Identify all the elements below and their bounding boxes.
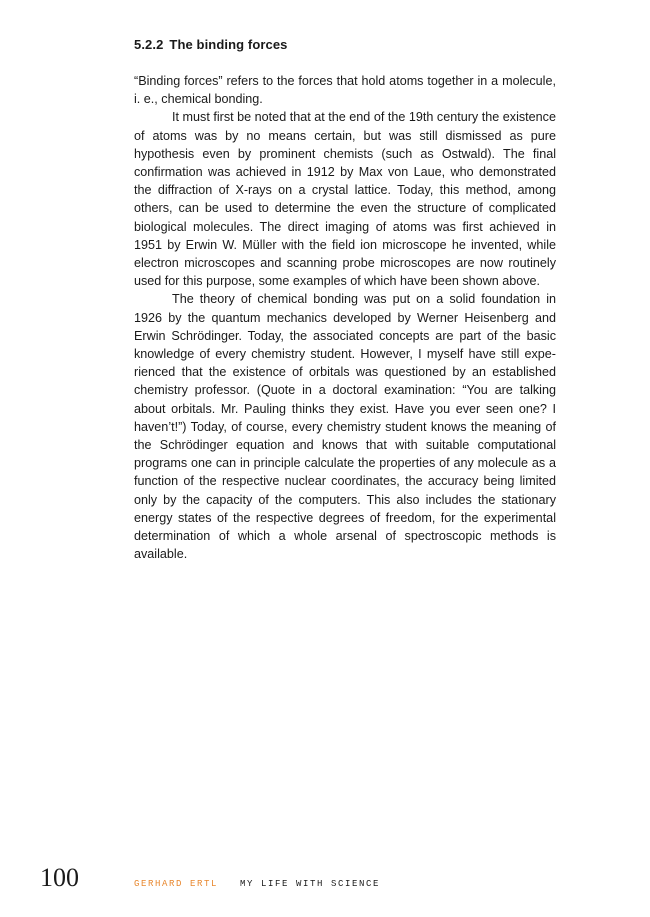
section-title: The binding forces — [169, 37, 288, 52]
paragraph: It must first be noted that at the end of the 19th century the existence of atoms was by no means certain, but was still dismissed as pure hypothesis even by prominent chemists (such as Ostwald). The final confirmation was achieved in 1912 by Max von Laue, who demonstrated the diffraction of X-rays on a crystal lattice. Today, this method, among others, can be used to determine the even the structure of complicated biological molecules. The direct imaging of atoms was first achieved in 1951 by Erwin W. Müller with the field ion microscope he invented, while electron microscopes and scanning probe microscopes are now routinely used for this purpose, some examples of which have been shown above. — [134, 110, 556, 289]
paragraph: The theory of chemical bonding was put on a solid foundation in 1926 by the quantum mechanics developed by Werner Heisenberg and Erwin Schrödinger. Today, the associated concepts are part of the basic knowledge of every chemistry student. However, I myself have still experienced that the existence of orbitals was questioned by an established chemistry professor. (Quote in a doctoral examination: “You are talking about orbitals. Mr. Pauling thinks they exist. Have you ever seen one? I haven’t!”) Today, of course, every chemistry student knows the meaning of the Schrödinger equation and knows that with suitable computational programs one can in principle calculate the properties of any molecule as a function of the respective nuclear coordinates, the accuracy being limited only by the capacity of the computers. This also includes the stationary energy states of the respective degrees of freedom, for the experimental determination of which a whole arsenal of spectroscopic methods is available. — [134, 292, 556, 562]
page-number: 100 — [40, 863, 79, 892]
paragraph: “Binding forces” refers to the forces that hold atoms together in a molecule, i. e., chemical bonding. — [134, 74, 556, 107]
running-footer-author: GERHARD ERTL — [134, 879, 219, 889]
section-heading — [134, 37, 288, 52]
body-text — [134, 72, 556, 563]
running-footer-book-title: MY LIFE WITH SCIENCE — [240, 879, 381, 889]
section-number: 5.2.2 — [134, 37, 164, 52]
